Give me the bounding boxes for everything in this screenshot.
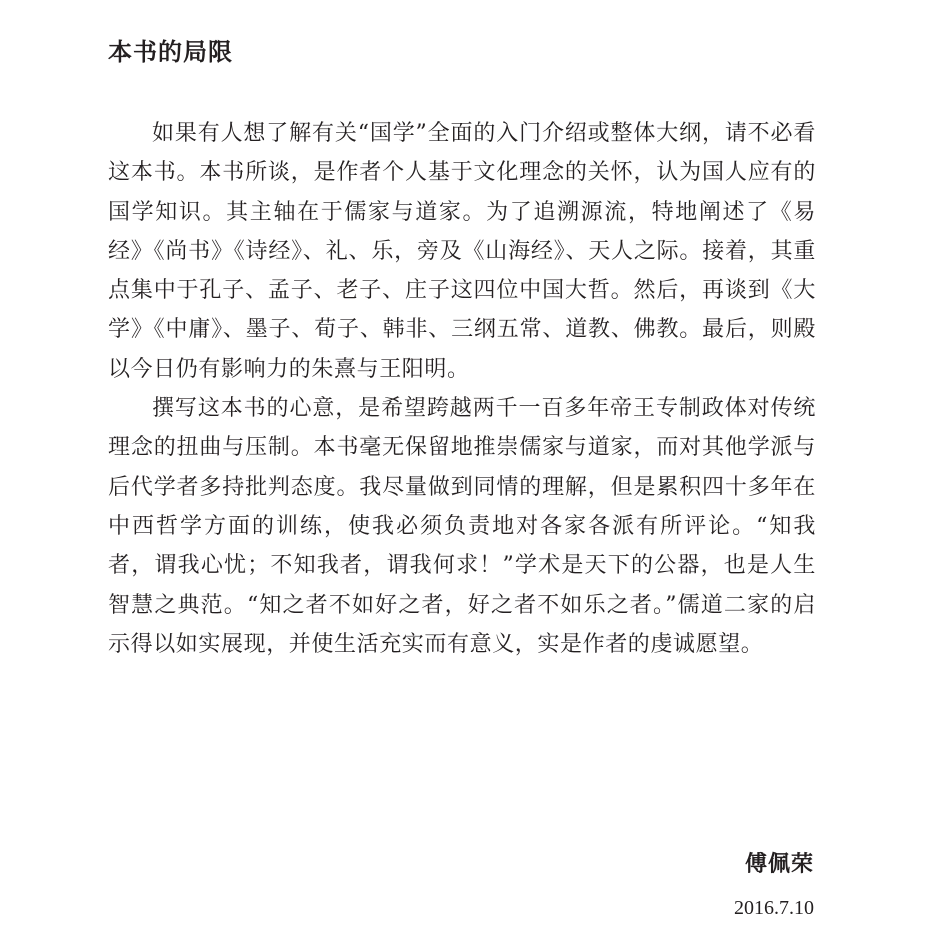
paragraph-1: 如果有人想了解有关“国学”全面的入门介绍或整体大纲，请不必看这本书。本书所谈，是作者个人基于文化理念的关怀，认为国人应有的国学知识。其主轴在于儒家与道家。为了追溯源流，特地阐述了《易经》《尚书》《诗经》、礼、乐，旁及《山海经》、天人之际。接着，其重点集中于孔子、孟子、老子、庄子这四位中国大哲。然后，再谈到《大学》《中庸》、墨子、荀子、韩非、三纲五常、道教、佛教。最后，则殿以今日仍有影响力的朱熹与王阳明。 [108, 121, 816, 382]
paragraph-2: 撰写这本书的心意，是希望跨越两千一百多年帝王专制政体对传统理念的扭曲与压制。本书毫无保留地推崇儒家与道家，而对其他学派与后代学者多持批判态度。我尽量做到同情的理解，但是累积四十多年在中西哲学方面的训练，使我必须负责地对各家各派有所评论。“知我者，谓我心忧；不知我者，谓我何求！”学术是天下的公器，也是人生智慧之典范。“知之者不如好之者，好之者不如乐之者。”儒道二家的启示得以如实展现，并使生活充实而有意义，实是作者的虔诚愿望。 [108, 396, 816, 657]
page-title: 本书的局限 [108, 38, 233, 66]
signature-date: 2016.7.10 [734, 897, 814, 919]
author-name: 傅佩荣 [744, 852, 814, 877]
body-text [108, 114, 816, 664]
signature-block [734, 848, 814, 922]
